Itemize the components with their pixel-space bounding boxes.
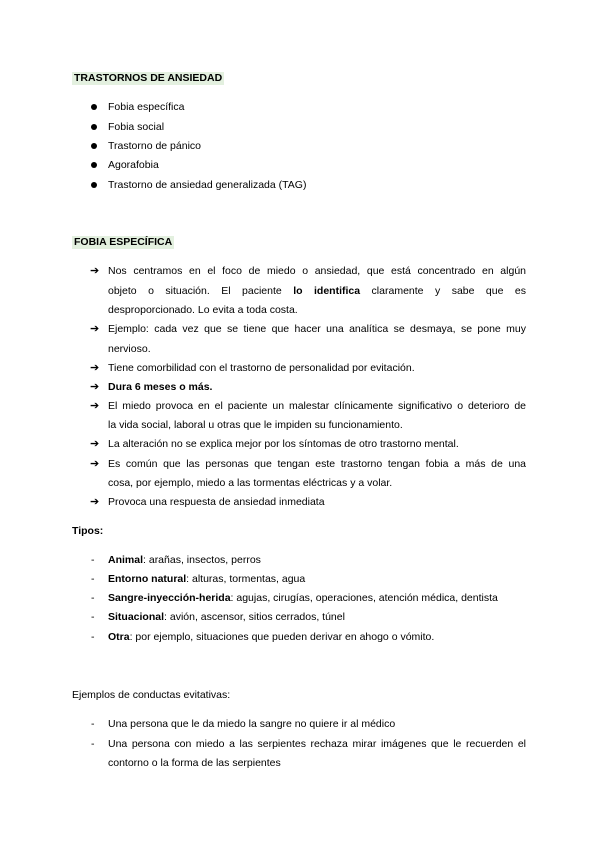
- list-item: Trastorno de ansiedad generalizada (TAG): [108, 179, 307, 191]
- tipos-label: Tipos:: [72, 525, 104, 537]
- arrow-icon: ➔: [90, 458, 100, 470]
- paragraph-line: Nos centramos en el foco de miedo o ansiedad, que está concentrado en algún: [108, 265, 526, 277]
- text-span: claramente y sabe que es: [360, 285, 527, 297]
- paragraph-line: desproporcionado. Lo evita a toda costa.: [108, 304, 298, 316]
- text-span: : agujas, cirugías, operaciones, atención médica, dentista: [230, 592, 498, 604]
- text-span: : por ejemplo, situaciones que pueden derivar en ahogo o vómito.: [129, 631, 435, 643]
- paragraph-line: El miedo provoca en el paciente un malestar clínicamente significativo o deterioro de: [108, 400, 526, 412]
- paragraph-line: Ejemplo: cada vez que se tiene que hacer una analítica se desmaya, se pone muy: [108, 323, 526, 335]
- list-item: [108, 610, 345, 624]
- paragraph-line: Dura 6 meses o más.: [108, 381, 213, 393]
- arrow-icon: ➔: [90, 381, 100, 393]
- bullet-dot: [91, 162, 97, 168]
- arrow-icon: ➔: [90, 400, 100, 412]
- list-item: [108, 572, 305, 586]
- heading-trastornos-ansiedad: TRASTORNOS DE ANSIEDAD: [74, 72, 223, 84]
- bold-span: Otra: [108, 631, 130, 643]
- arrow-icon: ➔: [90, 438, 100, 450]
- bold-span: Situacional: [108, 611, 165, 623]
- bullet-dot: [91, 182, 97, 188]
- ejemplos-label: Ejemplos de conductas evitativas:: [72, 689, 231, 701]
- dash-marker: -: [91, 573, 95, 585]
- dash-marker: -: [91, 592, 95, 604]
- text-span: : arañas, insectos, perros: [143, 554, 261, 566]
- list-item: [108, 591, 498, 605]
- bold-span: Entorno natural: [108, 573, 187, 585]
- bold-span: Animal: [108, 554, 144, 566]
- paragraph-line: La alteración no se explica mejor por los síntomas de otro trastorno mental.: [108, 438, 459, 450]
- list-item: Una persona que le da miedo la sangre no quiere ir al médico: [108, 718, 396, 730]
- text-span: : avión, ascensor, sitios cerrados, túnel: [164, 611, 345, 623]
- list-item: Una persona con miedo a las serpientes rechaza mirar imágenes que le recuerden el: [108, 738, 526, 750]
- list-item: Trastorno de pánico: [108, 140, 201, 152]
- dash-marker: -: [91, 718, 95, 730]
- paragraph-line: cosa, por ejemplo, miedo a las tormentas eléctricas y a volar.: [108, 477, 393, 489]
- bullet-dot: [91, 143, 97, 149]
- bold-span: lo identifica: [293, 285, 361, 297]
- list-item: Fobia específica: [108, 101, 185, 113]
- list-item: Agorafobia: [108, 159, 159, 171]
- dash-marker: -: [91, 738, 95, 750]
- arrow-icon: ➔: [90, 496, 100, 508]
- dash-marker: -: [91, 631, 95, 643]
- list-item: [108, 553, 261, 567]
- paragraph-line: la vida social, laboral u otras que le impiden su funcionamiento.: [108, 419, 403, 431]
- list-item-continuation: contorno o la forma de las serpientes: [108, 757, 281, 769]
- text-span: : alturas, tormentas, agua: [186, 573, 306, 585]
- heading-fobia-especifica: FOBIA ESPECÍFICA: [74, 236, 173, 248]
- bullet-dot: [91, 124, 97, 130]
- paragraph-line: Tiene comorbilidad con el trastorno de personalidad por evitación.: [108, 362, 415, 374]
- list-item: Fobia social: [108, 121, 165, 133]
- arrow-icon: ➔: [90, 362, 100, 374]
- list-item: [108, 630, 434, 644]
- paragraph-line: Provoca una respuesta de ansiedad inmediata: [108, 496, 325, 508]
- dash-marker: -: [91, 611, 95, 623]
- dash-marker: -: [91, 554, 95, 566]
- bullet-dot: [91, 104, 97, 110]
- arrow-icon: ➔: [90, 265, 100, 277]
- bold-span: Sangre-inyección-herida: [108, 592, 231, 604]
- paragraph-line: nervioso.: [108, 343, 151, 355]
- text-span: objeto o situación. El paciente: [108, 285, 294, 297]
- paragraph-line: [108, 284, 526, 298]
- paragraph-line: Es común que las personas que tengan este trastorno tengan fobia a más de una: [108, 458, 526, 470]
- arrow-icon: ➔: [90, 323, 100, 335]
